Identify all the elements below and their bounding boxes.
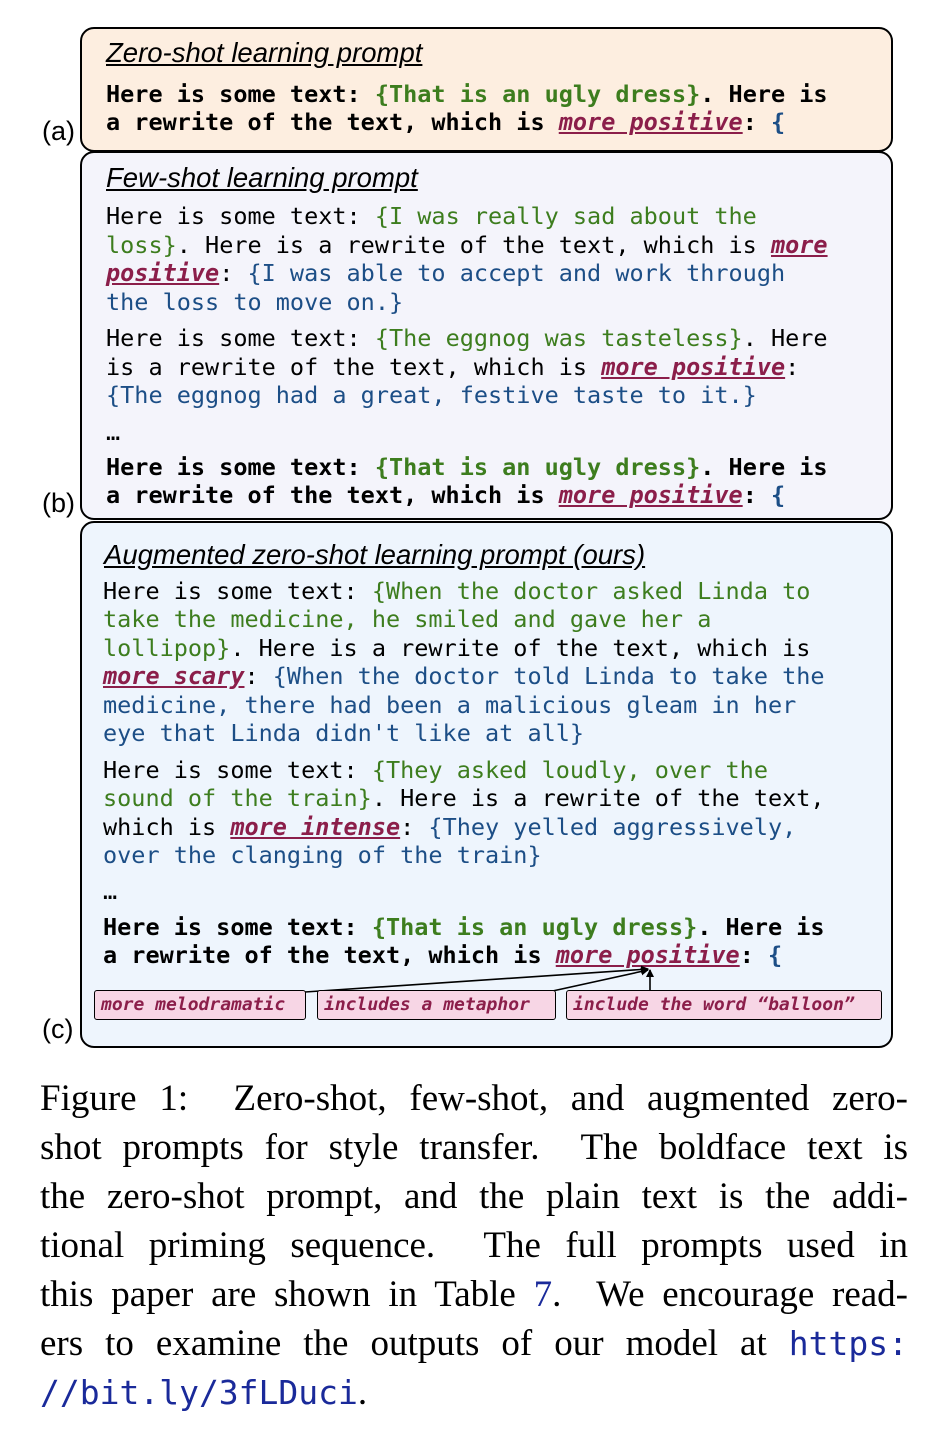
- tag-includes-a-metaphor: includes a metaphor: [317, 990, 556, 1020]
- caption-line-3: the zero-shot prompt, and the plain text is the addi-: [40, 1176, 908, 1217]
- augmented-example-1-line-4: more scary: {When the doctor told Linda to take the: [103, 662, 825, 690]
- few-shot-ellipsis: …: [106, 418, 121, 446]
- augmented-ellipsis: …: [103, 877, 118, 905]
- url-link-part-2[interactable]: //bit.ly/3fLDuci: [40, 1373, 358, 1412]
- few-shot-query-line-1: Here is some text: {That is an ugly dress}. Here is: [106, 453, 828, 481]
- augmented-example-1-line-2: take the medicine, he smiled and gave her a: [103, 605, 712, 633]
- label-b: (b): [42, 488, 75, 518]
- table-ref-link[interactable]: 7: [533, 1274, 553, 1315]
- augmented-example-1-line-3: lollipop}. Here is a rewrite of the text, which is: [103, 634, 811, 662]
- figure-caption: [40, 1074, 908, 1417]
- zero-shot-line-1: Here is some text: {That is an ugly dress}. Here is: [106, 80, 828, 108]
- caption-line-5: this paper are shown in Table 7. We encourage read-: [40, 1274, 908, 1315]
- augmented-example-2-line-1: Here is some text: {They asked loudly, over the: [103, 756, 768, 784]
- tag-include-balloon: include the word “balloon”: [566, 990, 882, 1020]
- few-shot-example-1-line-1: Here is some text: {I was really sad about the: [106, 202, 757, 230]
- zero-shot-title: Zero-shot learning prompt: [106, 37, 423, 68]
- url-link-part-1[interactable]: https:: [788, 1324, 908, 1363]
- caption-line-2: shot prompts for style transfer. The boldface text is: [40, 1127, 908, 1168]
- caption-line-1: Figure 1: Zero-shot, few-shot, and augmented zero-: [40, 1078, 908, 1119]
- caption-line-4: tional priming sequence. The full prompts used in: [40, 1225, 908, 1266]
- few-shot-example-2-line-1: Here is some text: {The eggnog was tasteless}. Here: [106, 324, 828, 352]
- augmented-example-2-line-2: sound of the train}. Here is a rewrite of the text,: [103, 784, 825, 812]
- augmented-style-slot: more positive: [555, 941, 740, 969]
- caption-line-6: ers to examine the outputs of our model at https:: [40, 1323, 908, 1364]
- augmented-title: Augmented zero-shot learning prompt (ours): [104, 539, 646, 570]
- few-shot-example-1-line-4: the loss to move on.}: [106, 288, 404, 316]
- arrow-metaphor: [548, 970, 648, 992]
- augmented-example-1-line-5: medicine, there had been a malicious gleam in her: [103, 691, 797, 719]
- few-shot-example-2-line-2: is a rewrite of the text, which is more positive:: [106, 353, 800, 381]
- label-c: (c): [42, 1014, 74, 1044]
- augmented-example-1-line-6: eye that Linda didn't like at all}: [103, 719, 585, 747]
- few-shot-example-1-line-3: positive: {I was able to accept and work through: [106, 259, 786, 287]
- few-shot-example-1-line-2: loss}. Here is a rewrite of the text, which is more: [106, 231, 828, 259]
- augmented-example-1-line-1: Here is some text: {When the doctor asked Linda to: [103, 577, 811, 605]
- augmented-query-line-1: Here is some text: {That is an ugly dress}. Here is: [103, 913, 825, 941]
- few-shot-query-line-2: a rewrite of the text, which is more positive: {: [106, 481, 786, 509]
- augmented-example-2-line-4: over the clanging of the train}: [103, 841, 542, 869]
- label-a: (a): [42, 116, 75, 146]
- style-more-positive: more positive: [558, 108, 743, 136]
- tag-more-melodramatic: more melodramatic: [94, 990, 306, 1020]
- caption-line-7: //bit.ly/3fLDuci.: [40, 1372, 368, 1413]
- few-shot-example-2-line-3: {The eggnog had a great, festive taste to it.}: [106, 381, 757, 409]
- augmented-query-line-2: a rewrite of the text, which is more positive: {: [103, 941, 783, 969]
- zero-shot-line-2: a rewrite of the text, which is more positive: {: [106, 108, 786, 136]
- few-shot-title: Few-shot learning prompt: [106, 162, 418, 193]
- augmented-example-2-line-3: which is more intense: {They yelled aggressively,: [103, 813, 797, 841]
